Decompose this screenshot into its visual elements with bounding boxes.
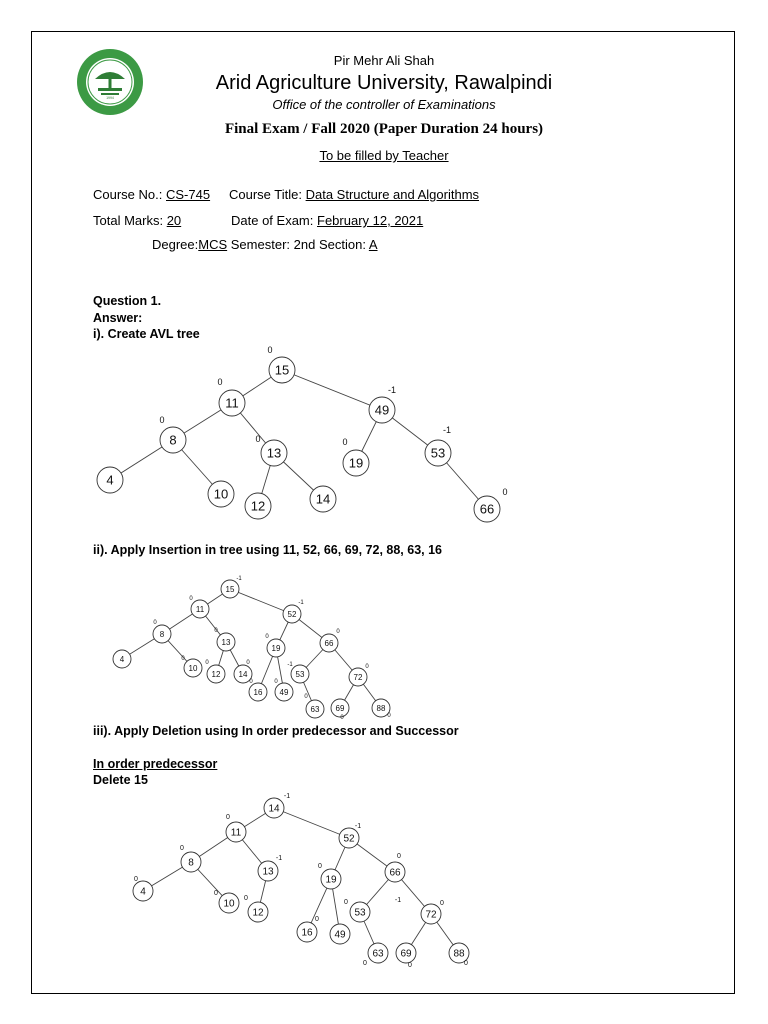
balance-factor: 0 [267, 345, 273, 355]
filled-by-heading: To be filled by Teacher [319, 148, 449, 163]
balance-factor: -1 [275, 855, 283, 862]
node-value: 8 [188, 857, 194, 869]
node-value: 11 [195, 604, 205, 614]
balance-factor: 0 [180, 845, 184, 852]
balance-factor: 0 [440, 900, 444, 907]
course-no-label: Course No.: [93, 187, 163, 202]
node-value: 14 [238, 669, 248, 679]
balance-factor: 0 [464, 960, 468, 967]
balance-factor: 0 [246, 660, 250, 666]
balance-factor: 0 [408, 962, 412, 969]
balance-factor: 0 [397, 853, 401, 860]
balance-factor: 0 [274, 679, 278, 685]
node-value: 49 [334, 929, 346, 941]
node-value: 15 [274, 362, 290, 378]
exam-date-value: February 12, 2021 [317, 213, 424, 228]
balance-factor: 0 [159, 415, 165, 425]
degree-value: MCS [198, 237, 228, 252]
balance-factor: -1 [236, 576, 242, 582]
balance-factor: 0 [336, 629, 340, 635]
course-no-value: CS-745 [166, 187, 211, 202]
balance-factor: 0 [189, 596, 193, 602]
node-value: 53 [295, 669, 305, 679]
node-value: 53 [354, 907, 366, 919]
node-value: 14 [315, 491, 331, 507]
balance-factor: 0 [363, 960, 367, 967]
node-value: 10 [188, 663, 198, 673]
balance-factor: 0 [134, 876, 138, 883]
semester-value: 2nd [293, 237, 316, 252]
node-value: 66 [324, 638, 334, 648]
node-value: 16 [253, 687, 263, 697]
balance-factor: 0 [205, 660, 209, 666]
node-value: 66 [479, 501, 495, 517]
total-marks-label: Total Marks: [93, 213, 164, 228]
node-value: 63 [372, 948, 384, 960]
balance-factor: 0 [214, 628, 218, 634]
balance-factor: 0 [365, 664, 369, 670]
section-value: A [368, 237, 378, 252]
part-one-heading: i). Create AVL tree [93, 327, 200, 341]
node-value: 13 [266, 445, 282, 461]
total-marks-value: 20 [166, 213, 182, 228]
exam-title: Final Exam / Fall 2020 (Paper Duration 24 hours) [224, 121, 544, 137]
node-value: 72 [425, 909, 437, 921]
balance-factor: 0 [214, 890, 218, 897]
balance-factor: 0 [226, 814, 230, 821]
node-value: 13 [221, 637, 231, 647]
node-value: 69 [400, 948, 412, 960]
answer-label: Answer: [93, 311, 143, 325]
balance-factor: -1 [387, 385, 397, 395]
university-name: Arid Agriculture University, Rawalpindi [215, 72, 553, 94]
node-value: 52 [287, 609, 297, 619]
office-name: Office of the controller of Examinations [272, 97, 496, 112]
balance-factor: 0 [344, 899, 348, 906]
node-value: 4 [140, 886, 146, 898]
node-value: 19 [348, 455, 364, 471]
node-value: 49 [279, 687, 289, 697]
node-value: 4 [106, 472, 114, 488]
node-value: 15 [225, 584, 235, 594]
node-value: 19 [271, 643, 281, 653]
node-value: 13 [262, 866, 274, 878]
balance-factor: 0 [153, 620, 157, 626]
balance-factor: 0 [318, 863, 322, 870]
balance-factor: 0 [217, 377, 223, 387]
node-value: 16 [301, 927, 313, 939]
node-value: 49 [374, 402, 390, 418]
node-value: 10 [223, 898, 235, 910]
logo-year: 1994 [106, 96, 114, 100]
institution-parent: Pir Mehr Ali Shah [333, 53, 435, 68]
section-label: Section: [318, 237, 366, 252]
degree-label: Degree: [152, 237, 199, 252]
semester-label: Semester: [230, 237, 291, 252]
balance-factor: 0 [387, 713, 391, 719]
balance-factor: 0 [249, 679, 253, 685]
node-value: 72 [353, 672, 363, 682]
balance-factor: 0 [244, 895, 248, 902]
node-value: 8 [169, 432, 177, 448]
balance-factor: -1 [283, 793, 291, 800]
node-value: 12 [252, 907, 264, 919]
node-value: 53 [430, 445, 446, 461]
balance-factor: 0 [502, 487, 508, 497]
balance-factor: -1 [287, 662, 293, 668]
predecessor-subheading: In order predecessor [93, 757, 218, 771]
node-value: 69 [335, 703, 345, 713]
delete-label: Delete 15 [93, 773, 148, 787]
balance-factor: 0 [315, 916, 319, 923]
node-value: 11 [225, 395, 239, 411]
node-value: 66 [389, 867, 401, 879]
balance-factor: 0 [342, 437, 348, 447]
node-value: 63 [310, 704, 320, 714]
node-value: 8 [159, 629, 165, 639]
node-value: 12 [250, 498, 266, 514]
node-value: 52 [343, 833, 355, 845]
balance-factor: -1 [354, 823, 362, 830]
node-value: 19 [325, 874, 337, 886]
balance-factor: 0 [255, 434, 261, 444]
balance-factor: -1 [298, 600, 304, 606]
balance-factor: 0 [304, 694, 308, 700]
part-three-heading: iii). Apply Deletion using In order predecessor and Successor [93, 724, 459, 738]
node-value: 10 [213, 486, 229, 502]
node-value: 11 [230, 827, 242, 839]
balance-factor: -1 [394, 897, 402, 904]
node-value: 88 [453, 948, 465, 960]
node-value: 14 [268, 803, 280, 815]
tree-edge [274, 808, 349, 838]
balance-factor: -1 [442, 425, 452, 435]
node-value: 88 [376, 703, 386, 713]
balance-factor: 0 [340, 715, 344, 721]
node-value: 12 [211, 669, 221, 679]
exam-date-label: Date of Exam: [231, 213, 314, 228]
course-title-value: Data Structure and Algorithms [305, 187, 480, 202]
balance-factor: 0 [181, 656, 185, 662]
course-title-label: Course Title: [229, 187, 302, 202]
node-value: 4 [119, 654, 125, 664]
part-two-heading: ii). Apply Insertion in tree using 11, 52, 66, 69, 72, 88, 63, 16 [93, 543, 442, 557]
question-title: Question 1. [93, 294, 162, 308]
balance-factor: 0 [265, 634, 269, 640]
